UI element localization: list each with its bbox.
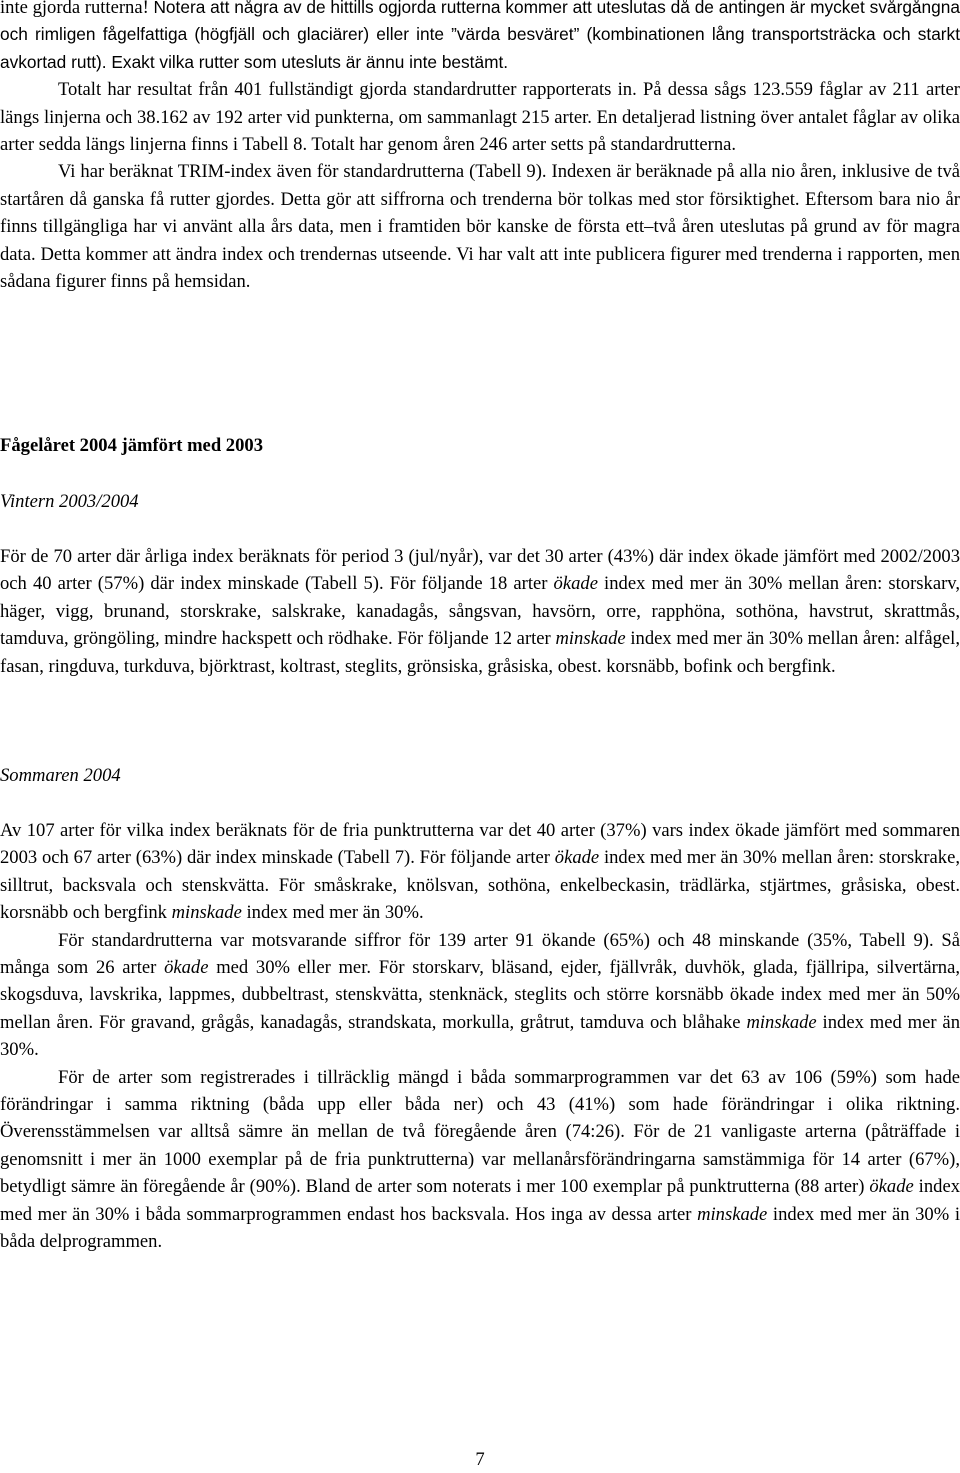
summer-p1-text-a: Av 107 arter för vilka index beräknats för de fria punktrutterna var det 40 arter (37%) vars index ökade jämfört med sommaren 2003 och 67 arter (63%) där index minskade (Tabell 7). För följande arter: [0, 820, 960, 869]
summer-p2-text-c: index med mer än 30%.: [0, 1011, 960, 1061]
winter-block: [0, 543, 960, 680]
summer-p3-text-a: För de arter som registrerades i tillräcklig mängd i båda sommarprogrammen var det 63 av 106 (59%) som hade förändringar i samma riktning (båda upp eller båda ner) och 43 (41%) som hade förändringar i olika riktning. Överensstämmelsen var alltså sämre än mellan de två föregående åren (74:26). För de 21 vanligaste arterna (påträffade i genomsnitt i mer än 1000 exemplar på de fria punktrutterna) var mellanårsförändringarna samstämmiga för 14 arter (67%), betydligt sämre än föregående år (90%). Bland de arter som noterats i mer 100 exemplar på punktrutterna (88 arter): [0, 1066, 960, 1198]
paragraph-trim-index: Vi har beräknat TRIM-index även för standardrutterna (Tabell 9). Indexen är beräknade på alla nio åren, inklusive de två startåren då ganska få rutter gjordes. Detta gör att siffrorna och trenderna bör tolkas med stor försiktighet. Eftersom bara nio år finns tillgängliga har vi använt alla års data, men i framtiden bör kanske de första ett–två åren uteslutas på grund av för magra data. Detta kommer att ändra index och trendernas utseende. Vi har valt att inte publicera figurer med trenderna i rapporten, men sådana figurer finns på hemsidan.: [0, 161, 960, 293]
winter-text-2: index med mer än 30% mellan åren: storskarv, häger, vigg, brunand, storskrake, salskrake, kanadagås, sångsvan, havsörn, orre, rapphöna, sothöna, havstrut, skrattmås, tamduva, gröngöling, mindre hackspett och rödhake. För följande 12 arter: [0, 573, 960, 650]
paragraph-winter: [0, 543, 960, 680]
summer-p3-emphasis-2: minskade: [697, 1203, 768, 1225]
subheading-summer: Sommaren 2004: [0, 765, 121, 786]
summer-p2-emphasis-2: minskade: [746, 1011, 817, 1033]
summer-p1-text-b: index med mer än 30% mellan åren: storskrake, silltrut, backsvala och stenskvätta. För småskrake, knölsvan, sothöna, enkelbeckasin, trädlärka, stjärtmes, gråsiska, obest. korsnäbb och bergfink: [0, 847, 960, 924]
summer-p3-emphasis-1: ökade: [869, 1176, 914, 1198]
section-heading: Fågelåret 2004 jämfört med 2003: [0, 435, 263, 456]
summer-p3-text-b: index med mer än 30% i båda sommarprogrammen endast hos backsvala. Hos inga av dessa arter: [0, 1176, 960, 1225]
summer-block: [0, 817, 960, 1256]
summer-p2-text-b: med 30% eller mer. För storskarv, bläsand, ejder, fjällvråk, duvhök, glada, fjällripa, silvertärna, skogsduva, lavskrika, lappmes, dubbeltrast, stenskvätta, stenknäck, steglits och större korsnäbb ökade index med mer än 50% mellan åren. För gravand, grågås, kanadagås, strandskata, morkulla, gråtrut, tamduva och blåhake: [0, 957, 960, 1033]
summer-p2-emphasis-1: ökade: [164, 957, 209, 979]
subheading-winter: Vintern 2003/2004: [0, 491, 139, 512]
summer-p2-text-a: För standardrutterna var motsvarande siffror för 139 arter 91 ökande (65%) och 48 minskande (35%, Tabell 9). Så många som 26 arter: [0, 929, 960, 979]
summer-p1-text-c: index med mer än 30%.: [241, 902, 424, 924]
paragraph-note-lead: inte gjorda rutterna!: [0, 0, 154, 18]
paragraph-summer-3: [0, 1064, 960, 1256]
paragraph-summer-1: [0, 817, 960, 927]
paragraph-note: [0, 0, 960, 76]
paragraph-summer-2: [0, 927, 960, 1064]
winter-text-3: index med mer än 30% mellan åren: alfågel, fasan, ringduva, turkduva, björktrast, koltrast, steglits, grönsiska, gråsiska, obest. korsnäbb, bofink och bergfink.: [0, 628, 960, 677]
summer-p1-emphasis-2: minskade: [171, 902, 242, 924]
winter-emphasis-2: minskade: [555, 628, 626, 650]
winter-emphasis-1: ökade: [553, 573, 598, 595]
intro-block: [0, 0, 960, 295]
paragraph-results: Totalt har resultat från 401 fullständigt gjorda standardrutter rapporterats in. På dessa sågs 123.559 fåglar av 211 arter längs linjerna och 38.162 av 192 arter vid punkterna, om sammanlagt 215 arter. En detaljerad listning över antalet fåglar av olika arter sedda längs linjerna finns i Tabell 8. Totalt har genom åren 246 arter setts på standardrutterna.: [0, 79, 960, 156]
summer-p3-text-c: index med mer än 30% i båda delprogrammen.: [0, 1203, 960, 1253]
page-number: 7: [475, 1449, 485, 1470]
paragraph-note-body: Notera att några av de hittills ogjorda rutterna kommer att uteslutas då de antingen är mycket svårgångna och rimligen fågelfattiga (högfjäll och glaciärer) eller inte ”värda besväret” (kombinationen lång transportsträcka och starkt avkortad rutt). Exakt vilka rutter som utesluts är ännu inte bestämt.: [0, 0, 960, 72]
winter-text-1: För de 70 arter där årliga index beräknats för period 3 (jul/nyår), var det 30 arter (43%) där index ökade jämfört med 2002/2003 och 40 arter (57%) där index minskade (Tabell 5). För följande 18 arter: [0, 546, 960, 595]
summer-p1-emphasis-1: ökade: [554, 847, 600, 869]
